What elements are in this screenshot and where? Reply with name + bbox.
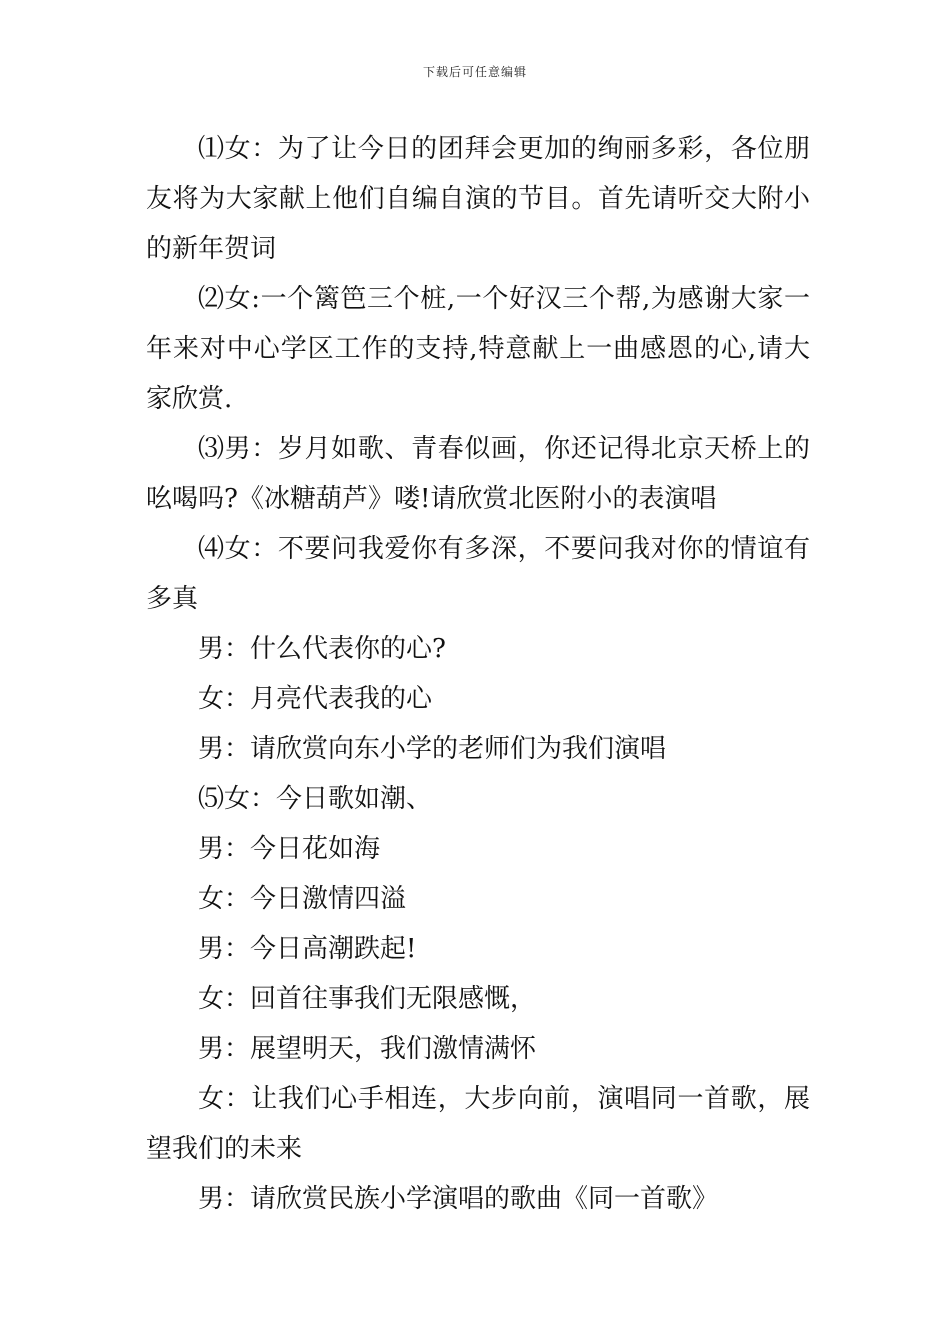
page-header: 下载后可任意编辑 [422,65,527,79]
paragraph-12: 女：回首往事我们无限感慨， [198,984,537,1014]
paragraph-6: 女：月亮代表我的心 [198,684,433,714]
paragraph-1: ⑴女：为了让今日的团拜会更加的绚丽多彩，各位朋友将为大家献上他们自编自演的节目。首先请听交大附小的新年贺词 [146,134,810,264]
paragraph-4: ⑷女：不要问我爱你有多深，不要问我对你的情谊有多真 [146,534,810,614]
paragraph-11: 男：今日高潮跌起! [198,934,417,964]
paragraph-9: 男：今日花如海 [198,834,381,864]
paragraph-5: 男：什么代表你的心? [198,634,446,664]
paragraph-2: ⑵女:一个篱笆三个桩,一个好汉三个帮,为感谢大家一年来对中心学区工作的支持,特意献上一曲感恩的心,请大家欣赏. [146,284,810,414]
document-body [146,124,810,1224]
paragraph-8: ⑸女：今日歌如潮、 [198,784,433,814]
paragraph-7: 男：请欣赏向东小学的老师们为我们演唱 [198,734,667,764]
paragraph-14: 女：让我们心手相连，大步向前，演唱同一首歌，展望我们的未来 [146,1084,810,1164]
paragraph-10: 女：今日激情四溢 [198,884,407,914]
paragraph-3: ⑶男：岁月如歌、青春似画，你还记得北京天桥上的吆喝吗?《冰糖葫芦》喽!请欣赏北医附小的表演唱 [146,434,810,514]
paragraph-13: 男：展望明天，我们激情满怀 [198,1034,537,1064]
paragraph-15: 男：请欣赏民族小学演唱的歌曲《同一首歌》 [198,1184,719,1214]
